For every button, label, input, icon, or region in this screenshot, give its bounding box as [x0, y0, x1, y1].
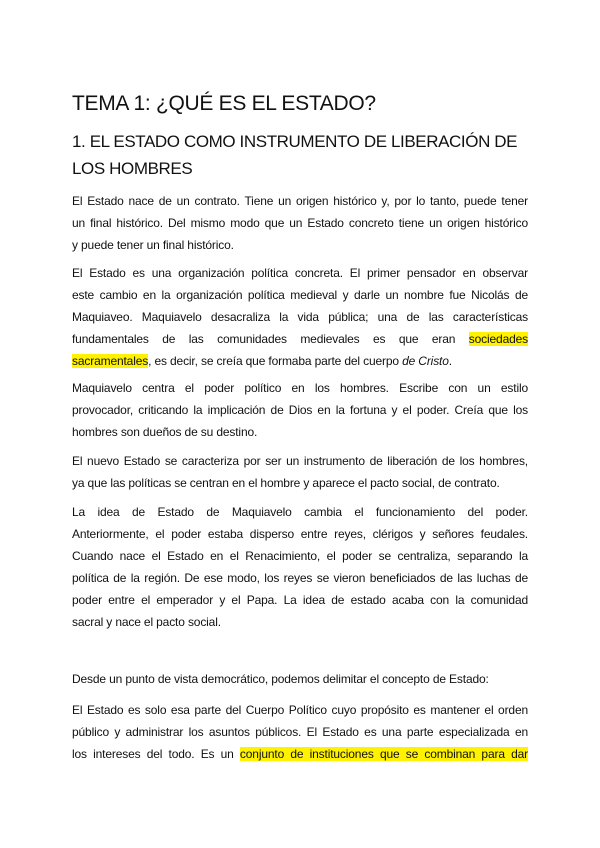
text-line: Maquiaveo. Maquiavelo desacraliza la vida pública; una de las características — [72, 310, 528, 324]
text-line: Desde un punto de vista democrático, podemos delimitar el concepto de Estado: — [72, 672, 489, 686]
paragraph-origin — [72, 190, 528, 256]
text-run: fundamentales de las comunidades medievales es que eran — [72, 332, 469, 346]
text-line: Maquiavelo centra el poder político en los hombres. Escribe con un estilo — [72, 381, 528, 395]
highlighted-text: sociedades — [468, 332, 528, 346]
text-line: provocador, criticando la implicación de Dios en la fortuna y el poder. Creía que los — [72, 403, 528, 417]
paragraph-renacimiento — [72, 501, 528, 633]
text-line: poder entre el emperador y el Papa. La idea de estado acaba con la comunidad — [72, 593, 528, 607]
text-line: ya que las políticas se centran en el hombre y aparece el pacto social, de contrato. — [72, 476, 500, 490]
highlighted-text: conjunto de instituciones que se combinan para dar — [239, 747, 528, 761]
text-line: este cambio en la organización política medieval y darle un nombre fue Nicolás de — [72, 288, 528, 302]
paragraph-liberacion — [72, 450, 528, 494]
text-line: El Estado es una organización política concreta. El primer pensador en observar — [72, 266, 528, 280]
text-line: política de la región. De ese modo, los reyes se vieron beneficiados de las luchas de — [72, 571, 528, 585]
text-line — [72, 328, 528, 350]
text-line: Cuando nace el Estado en el Renacimiento, el poder se centraliza, separando la — [72, 549, 528, 563]
text-run: , es decir, se creía que formaba parte del cuerpo — [148, 354, 403, 368]
text-line — [72, 743, 528, 765]
italic-text: de Cristo — [402, 354, 449, 368]
text-line: El Estado es solo esa parte del Cuerpo Político cuyo propósito es mantener el orden — [72, 703, 528, 717]
section-heading — [72, 128, 528, 182]
text-run: los intereses del todo. Es un — [72, 747, 240, 761]
text-line: La idea de Estado de Maquiavelo cambia el funcionamiento del poder. — [72, 505, 528, 519]
text-line: y puede tener un final histórico. — [72, 238, 234, 252]
highlighted-text: sacramentales — [72, 354, 149, 368]
paragraph-cuerpo-politico — [72, 699, 528, 765]
text-run: . — [448, 354, 452, 368]
page-title: TEMA 1: ¿QUÉ ES EL ESTADO? — [72, 92, 376, 115]
section-heading-line: 1. EL ESTADO COMO INSTRUMENTO DE LIBERACIÓN DE — [72, 132, 518, 151]
paragraph-democratico — [72, 668, 528, 690]
paragraph-maquiavelo — [72, 262, 528, 372]
text-line: un final histórico. Del mismo modo que un Estado concreto tiene un origen histórico — [72, 216, 528, 230]
text-line: hombres son dueños de su destino. — [72, 425, 258, 439]
text-line — [72, 350, 528, 372]
text-line: público y administrar los asuntos públicos. El Estado es una parte especializada en — [72, 725, 528, 739]
text-line: Anteriormente, el poder estaba disperso entre reyes, clérigos y señores feudales. — [72, 527, 528, 541]
text-line: El Estado nace de un contrato. Tiene un origen histórico y, por lo tanto, puede tener — [72, 194, 528, 208]
section-heading-line: LOS HOMBRES — [72, 159, 193, 178]
text-line: El nuevo Estado se caracteriza por ser un instrumento de liberación de los hombres, — [72, 454, 528, 468]
paragraph-poder — [72, 377, 528, 443]
text-line: sacral y nace el pacto social. — [72, 615, 221, 629]
